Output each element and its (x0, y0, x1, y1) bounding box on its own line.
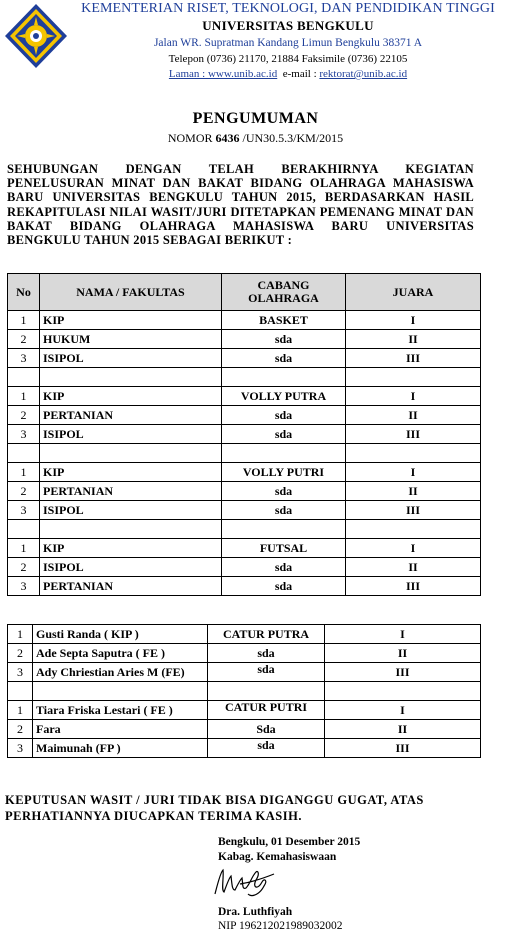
cell-no (8, 520, 40, 539)
cell-nama (40, 368, 222, 387)
cell-cabang: sda (222, 406, 346, 425)
cell-nama: ISIPOL (40, 425, 222, 444)
table-spacer-row (8, 444, 481, 463)
results-table-chess (7, 624, 481, 758)
cell-juara: II (346, 558, 481, 577)
table-row (8, 463, 481, 482)
table-spacer-row (8, 368, 481, 387)
cell-cabang: sda (222, 501, 346, 520)
cell-nama: KIP (40, 539, 222, 558)
table-row (8, 663, 481, 682)
table-row (8, 739, 481, 758)
cell-no: 1 (8, 463, 40, 482)
cell-cabang: sda (222, 349, 346, 368)
table-spacer-row (8, 520, 481, 539)
cell-nama (40, 520, 222, 539)
results-table-team (7, 273, 481, 596)
cell-no: 2 (8, 644, 33, 663)
table-row (8, 625, 481, 644)
cell-nama: Fara (33, 720, 208, 739)
cell-juara (346, 444, 481, 463)
cell-nama: ISIPOL (40, 501, 222, 520)
table-row (8, 311, 481, 330)
cell-no: 2 (8, 720, 33, 739)
cell-no: 3 (8, 577, 40, 596)
table-row (8, 387, 481, 406)
cell-no: 2 (8, 406, 40, 425)
cell-nama: KIP (40, 387, 222, 406)
header-cabang: CABANG OLAHRAGA (222, 274, 346, 311)
cell-cabang: FUTSAL (222, 539, 346, 558)
header-no: No (8, 274, 40, 311)
cell-nama (40, 444, 222, 463)
nomor-prefix: NOMOR (167, 131, 216, 145)
cell-no: 1 (8, 311, 40, 330)
cell-cabang (222, 444, 346, 463)
nomor-suffix: /UN30.5.3/KM/2015 (239, 131, 344, 145)
table-row (8, 482, 481, 501)
cell-nama: Ade Septa Saputra ( FE ) (33, 644, 208, 663)
cell-cabang (222, 368, 346, 387)
address: Jalan WR. Supratman Kandang Limun Bengkulu 38371 A (153, 37, 423, 49)
cell-no: 1 (8, 625, 33, 644)
cell-juara: III (346, 501, 481, 520)
nomor-number: 6436 (215, 131, 240, 145)
university-name: UNIVERSITAS BENGKULU (202, 18, 374, 33)
cell-no: 1 (8, 539, 40, 558)
cell-cabang: VOLLY PUTRA (222, 387, 346, 406)
cell-nama: PERTANIAN (40, 406, 222, 425)
table-row (8, 330, 481, 349)
phone-fax: Telepon (0736) 21170, 21884 Faksimile (0736) 22105 (168, 53, 408, 65)
header-juara: JUARA (346, 274, 481, 311)
cell-nama: PERTANIAN (40, 482, 222, 501)
table-row (8, 558, 481, 577)
signatory-nip: NIP 196212021989032002 (218, 920, 343, 932)
table-row (8, 701, 481, 720)
cell-nama: Gusti Randa ( KIP ) (33, 625, 208, 644)
header-nama: NAMA / FAKULTAS (40, 274, 222, 311)
cell-juara (325, 682, 481, 701)
cell-no: 3 (8, 349, 40, 368)
cell-juara: II (325, 644, 481, 663)
table-row (8, 425, 481, 444)
cell-juara: I (346, 311, 481, 330)
cell-juara: II (346, 406, 481, 425)
cell-cabang: sda (208, 644, 325, 663)
cell-nama: Ady Chriestian Aries M (FE) (33, 663, 208, 682)
cell-no: 2 (8, 558, 40, 577)
cell-cabang: sda (222, 482, 346, 501)
table-row (8, 577, 481, 596)
cell-juara: III (325, 663, 481, 682)
website-link[interactable]: Laman : www.unib.ac.id (168, 68, 278, 80)
cell-cabang: sda (222, 558, 346, 577)
cell-no: 3 (8, 425, 40, 444)
cell-juara: I (325, 701, 481, 720)
cell-juara: III (346, 349, 481, 368)
cell-juara: I (346, 539, 481, 558)
announcement-title: PENGUMUMAN (192, 110, 319, 127)
cell-juara: III (346, 577, 481, 596)
cell-cabang: sda (222, 330, 346, 349)
contact-line (70, 68, 506, 80)
cell-no (8, 682, 33, 701)
cell-no: 3 (8, 739, 33, 758)
cell-cabang: sda (208, 739, 325, 758)
cell-cabang: BASKET (222, 311, 346, 330)
cell-cabang: Sda (208, 720, 325, 739)
intro-paragraph: SEHUBUNGAN DENGAN TELAH BERAKHIRNYA KEGIATAN PENELUSURAN MINAT DAN BAKAT BIDANG OLAHRAGA MAHASISWA BARU UNIVERSITAS BENGKULU TAHUN 2015, BERDASARKAN HASIL REKAPITULASI NILAI WASIT/JURI DITETAPKAN PEMENANG MINAT DAN BAKAT BIDANG OLAHRAGA MAHASISWA BARU UNIVERSITAS BENGKULU TAHUN 2015 SEBAGAI BERIKUT : (7, 162, 474, 248)
cell-cabang: sda (222, 577, 346, 596)
university-logo-icon (3, 3, 69, 69)
cell-nama: KIP (40, 311, 222, 330)
cell-nama: ISIPOL (40, 558, 222, 577)
cell-juara: II (325, 720, 481, 739)
cell-nama: Maimunah (FP ) (33, 739, 208, 758)
email-label: e-mail : (282, 68, 320, 80)
cell-no: 1 (8, 701, 33, 720)
cell-cabang: CATUR PUTRA (208, 625, 325, 644)
cell-cabang: VOLLY PUTRI (222, 463, 346, 482)
cell-juara: III (346, 425, 481, 444)
table-row (8, 644, 481, 663)
cell-nama (33, 682, 208, 701)
cell-cabang: CATUR PUTRI (208, 701, 325, 720)
signature-position: Kabag. Kemahasiswaan (218, 851, 337, 863)
table-row (8, 720, 481, 739)
cell-juara: II (346, 330, 481, 349)
cell-cabang (208, 682, 325, 701)
table-header-row (8, 274, 481, 311)
cell-no: 3 (8, 501, 40, 520)
cell-juara (346, 368, 481, 387)
cell-juara: II (346, 482, 481, 501)
closing-statement: KEPUTUSAN WASIT / JURI TIDAK BISA DIGANGGU GUGAT, ATAS PERHATIANNYA DIUCAPKAN TERIMA KASIH. (5, 793, 424, 823)
cell-no: 2 (8, 330, 40, 349)
cell-juara: I (346, 463, 481, 482)
signatory-name: Dra. Luthfiyah (218, 906, 293, 918)
cell-no: 2 (8, 482, 40, 501)
cell-juara: III (325, 739, 481, 758)
cell-no: 3 (8, 663, 33, 682)
cell-juara: I (346, 387, 481, 406)
handwritten-signature (212, 864, 278, 902)
table-row (8, 349, 481, 368)
cell-no (8, 444, 40, 463)
cell-juara (346, 520, 481, 539)
cell-nama: KIP (40, 463, 222, 482)
email-link[interactable]: rektorat@unib.ac.id (319, 68, 408, 80)
table-spacer-row (8, 682, 481, 701)
cell-nama: Tiara Friska Lestari ( FE ) (33, 701, 208, 720)
cell-juara: I (325, 625, 481, 644)
table-row (8, 539, 481, 558)
cell-nama: ISIPOL (40, 349, 222, 368)
cell-nama: HUKUM (40, 330, 222, 349)
cell-cabang: sda (208, 663, 325, 682)
cell-cabang (222, 520, 346, 539)
cell-cabang: sda (222, 425, 346, 444)
signature-place-date: Bengkulu, 01 Desember 2015 (218, 836, 361, 848)
announcement-number (0, 131, 511, 146)
ministry-name: KEMENTERIAN RISET, TEKNOLOGI, DAN PENDIDIKAN TINGGI (81, 1, 495, 16)
table-row (8, 501, 481, 520)
table-row (8, 406, 481, 425)
cell-no (8, 368, 40, 387)
cell-nama: PERTANIAN (40, 577, 222, 596)
cell-no: 1 (8, 387, 40, 406)
